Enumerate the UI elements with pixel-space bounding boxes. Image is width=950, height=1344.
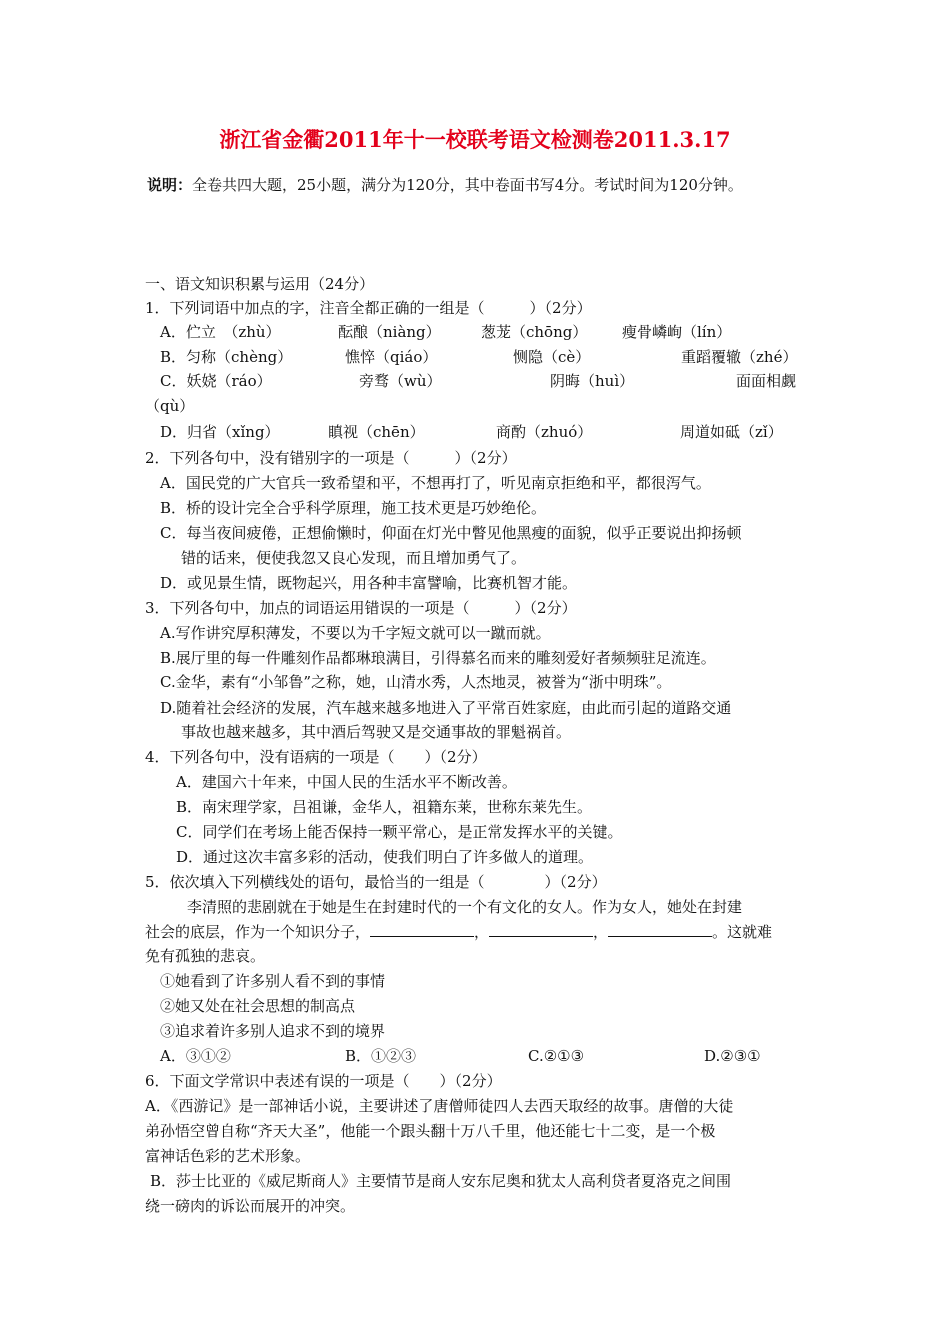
fill-blank-2[interactable] [489,922,593,937]
q1-option-b-2: 憔悴（qiáo） [345,348,438,366]
q1-option-d-2: 瞋视（chēn） [328,423,425,441]
q5-option-c: C.②①③ [528,1047,585,1065]
q5-stem: 5．依次填入下列横线处的语句，最恰当的一组是（ ）（2分） [145,873,607,891]
q1-option-a-4: 瘦骨嶙峋（lín） [622,323,732,341]
q1-option-b-3: 恻隐（cè） [513,348,591,366]
q2-option-b: B．桥的设计完全合乎科学原理，施工技术更是巧妙绝伦。 [160,499,547,517]
q6-option-a-line3: 富神话色彩的艺术形象。 [145,1147,311,1165]
q1-option-c-2: 旁骛（wù） [359,372,442,390]
q1-option-a-2: 酝酿（niàng） [338,323,441,341]
q2-option-c-line2: 错的话来，便使我忽又良心发现，而且增加勇气了。 [181,549,527,567]
instructions-label: 说明： [147,176,193,194]
q6-stem: 6．下面文学常识中表述有误的一项是（ ）（2分） [145,1072,502,1090]
q1-option-a-1: A．伫立 （zhù） [160,323,281,341]
q6-option-b-line2: 绕一磅肉的诉讼而展开的冲突。 [145,1197,356,1215]
q6-option-a-line2: 弟孙悟空曾自称“齐天大圣”，他能一个跟头翻十万八千里，他还能七十二变，是一个极 [145,1122,716,1140]
q5-option-d: D.②③① [704,1047,761,1065]
q5-sentence-3: ③追求着许多别人追求不到的境界 [160,1022,386,1040]
q3-option-c: C.金华，素有“小邹鲁”之称，她，山清水秀，人杰地灵，被誉为“浙中明珠”。 [160,673,672,691]
q1-option-c-1: C．妖娆（ráo） [160,372,272,390]
q1-stem: 1．下列词语中加点的字，注音全都正确的一组是（ ）（2分） [145,299,592,317]
section-heading: 一、语文知识积累与运用（24分） [145,275,375,293]
q5-passage-line1: 李清照的悲剧就在于她是生在封建时代的一个有文化的女人。作为女人，她处在封建 [187,898,743,916]
fill-blank-1[interactable] [370,922,474,937]
q3-stem: 3．下列各句中，加点的词语运用错误的一项是（ ）（2分） [145,599,577,617]
q1-option-c-4: 面面相觑 [736,372,797,390]
q3-option-d-line2: 事故也越来越多，其中酒后驾驶又是交通事故的罪魁祸首。 [181,723,572,741]
q4-option-d: D．通过这次丰富多彩的活动，使我们明白了许多做人的道理。 [176,848,594,866]
fill-blank-3[interactable] [608,922,712,937]
q5-passage-line2-start: 社会的底层，作为一个知识分子， [145,923,371,941]
q2-option-a: A．国民党的广大官兵一致希望和平，不想再打了，听见南京拒绝和平，都很泻气。 [160,474,711,492]
q1-option-d-3: 商酌（zhuó） [496,423,593,441]
q3-option-b: B.展厅里的每一件雕刻作品都琳琅满目，引得慕名而来的雕刻爱好者频频驻足流连。 [160,649,716,667]
q3-option-a: A.写作讲究厚积薄发，不要以为千字短文就可以一蹴而就。 [160,624,551,642]
q5-sentence-2: ②她又处在社会思想的制高点 [160,997,356,1015]
q1-option-a-3: 葱茏（chōng） [481,323,588,341]
q1-option-b-4: 重蹈覆辙（zhé） [681,348,798,366]
q5-sentence-1: ①她看到了许多别人看不到的事情 [160,972,386,990]
q1-option-c-3: 阴晦（huì） [550,372,635,390]
q5-passage-line2-end: 。这就难 [712,923,773,941]
q4-stem: 4．下列各句中，没有语病的一项是（ ）（2分） [145,748,487,766]
q4-option-a: A．建国六十年来，中国人民的生活水平不断改善。 [176,773,517,791]
q5-option-a: A．③①② [160,1047,231,1065]
instructions-text: 全卷共四大题，25小题，满分为120分，其中卷面书写4分。考试时间为120分钟。 [192,176,743,194]
q2-option-d: D．或见景生情，既物起兴，用各种丰富譬喻，比赛机智才能。 [160,574,578,592]
q6-option-b-line1: B．莎士比亚的《威尼斯商人》主要情节是商人安东尼奥和犹太人高利贷者夏洛克之间围 [150,1172,732,1190]
exam-title: 浙江省金衢2011年十一校联考语文检测卷2011.3.17 [219,127,731,152]
q4-option-b: B．南宋理学家，吕祖谦，金华人，祖籍东莱，世称东莱先生。 [176,798,593,816]
q2-option-c-line1: C．每当夜间疲倦，正想偷懒时，仰面在灯光中瞥见他黑瘦的面貌，似乎正要说出抑扬顿 [160,524,742,542]
exam-instructions [147,173,743,197]
q2-stem: 2．下列各句中，没有错别字的一项是（ ）（2分） [145,449,517,467]
q1-option-d-1: D．归省（xǐng） [160,423,280,441]
q5-option-b: B．①②③ [345,1047,417,1065]
q5-passage-line2: 社会的底层，作为一个知识分子， ， ， 。这就难 [145,923,773,941]
q3-option-d-line1: D.随着社会经济的发展，汽车越来越多地进入了平常百姓家庭，由此而引起的道路交通 [160,699,732,717]
q5-passage-line3: 免有孤独的悲哀。 [145,947,266,965]
q1-option-b-1: B．匀称（chèng） [160,348,293,366]
q4-option-c: C．同学们在考场上能否保持一颗平常心，是正常发挥水平的关键。 [176,823,623,841]
q6-option-a-line1: A．《西游记》是一部神话小说，主要讲述了唐僧师徒四人去西天取经的故事。唐僧的大徒 [145,1097,734,1115]
q1-option-d-4: 周道如砥（zǐ） [680,423,783,441]
q1-option-c-cont: （qù） [145,397,195,415]
